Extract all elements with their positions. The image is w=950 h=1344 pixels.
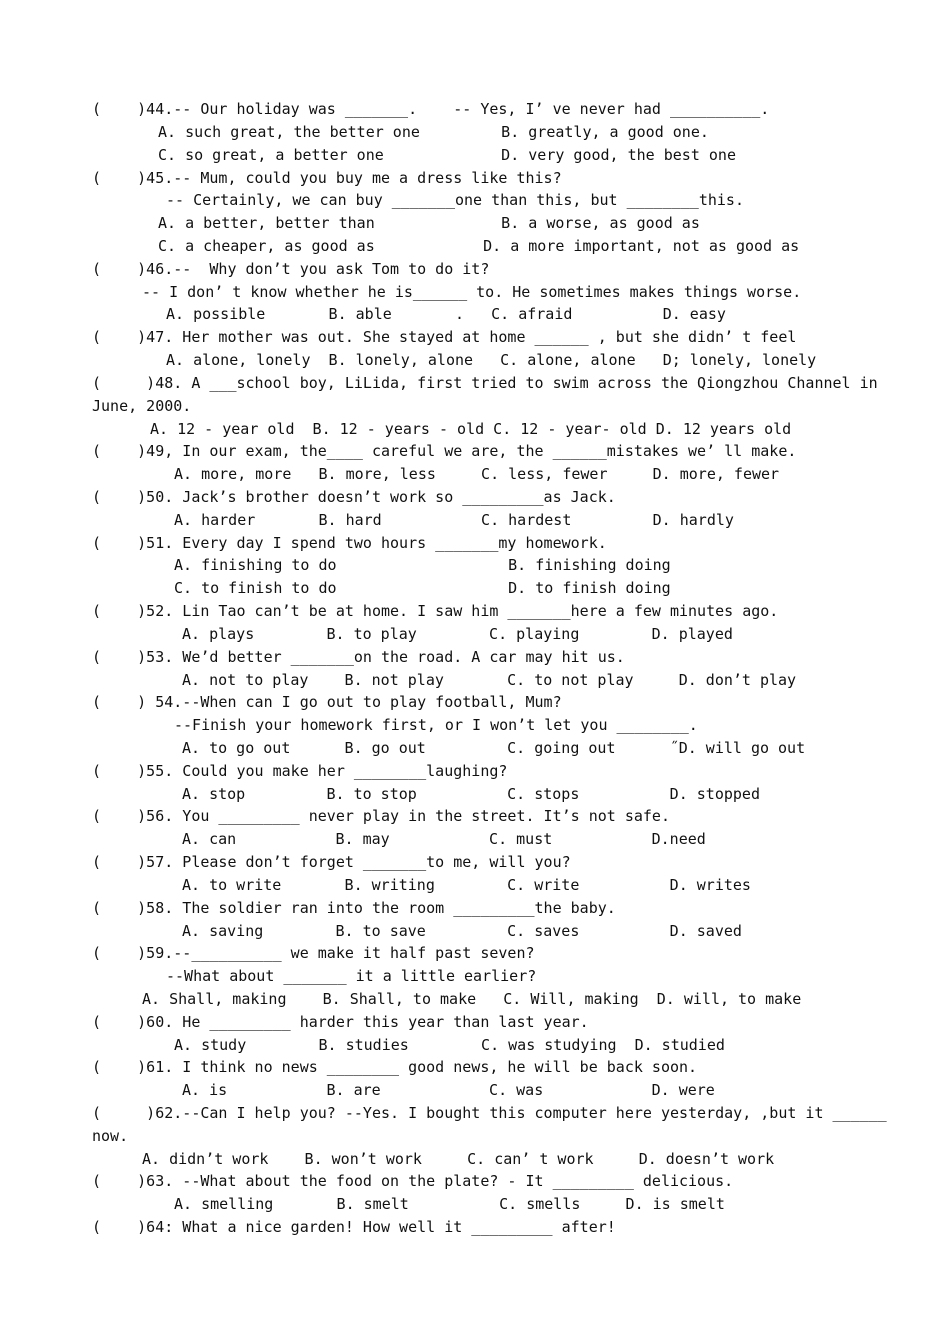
question-61: ( )61. I think no news ________ good news, he will be back soon. [92,1058,698,1076]
question-45: ( )45.-- Mum, could you buy me a dress like this? [92,169,562,187]
options-53: A. not to play B. not play C. to not play D. don’t play [182,671,797,689]
question-45-reply: -- Certainly, we can buy _______one than this, but ________this. [166,191,744,209]
options-54: A. to go out B. go out C. going out ˝D. will go out [182,739,806,757]
question-58: ( )58. The soldier ran into the room _________the baby. [92,899,616,917]
options-47: A. alone, lonely B. lonely, alone C. alone, alone D; lonely, lonely [166,351,817,369]
options-63: A. smelling B. smelt C. smells D. is smelt [174,1195,725,1213]
question-44: ( )44.-- Our holiday was _______. -- Yes, I’ ve never had __________. [92,100,770,118]
question-50: ( )50. Jack’s brother doesn’t work so _________as Jack. [92,488,616,506]
question-59-reply: --What about _______ it a little earlier? [166,967,537,985]
question-62-continued: now. [92,1127,129,1145]
question-56: ( )56. You _________ never play in the street. It’s not safe. [92,807,670,825]
options-49: A. more, more B. more, less C. less, fewer D. more, fewer [174,465,780,483]
options-46: A. possible B. able . C. afraid D. easy [166,305,726,323]
options-45-row2: C. a cheaper, as good as D. a more important, not as good as [158,237,800,255]
options-60: A. study B. studies C. was studying D. studied [174,1036,725,1054]
options-51-row1: A. finishing to do B. finishing doing [174,556,671,574]
question-62: ( )62.--Can I help you? --Yes. I bought this computer here yesterday, ,but it ______ [92,1104,887,1122]
options-48: A. 12 - year old B. 12 - years - old C. 12 - year- old D. 12 years old [150,420,792,438]
options-45-row1: A. a better, better than B. a worse, as good as [158,214,700,232]
question-48-continued: June, 2000. [92,397,192,415]
question-54-reply: --Finish your homework first, or I won’t let you ________. [174,716,698,734]
options-56: A. can B. may C. must D.need [182,830,706,848]
options-55: A. stop B. to stop C. stops D. stopped [182,785,760,803]
options-59: A. Shall, making B. Shall, to make C. Will, making D. will, to make [142,990,802,1008]
options-58: A. saving B. to save C. saves D. saved [182,922,742,940]
question-57: ( )57. Please don’t forget _______to me, will you? [92,853,571,871]
question-59: ( )59.--__________ we make it half past seven? [92,944,535,962]
options-44-row1: A. such great, the better one B. greatly, a good one. [158,123,709,141]
question-47: ( )47. Her mother was out. She stayed at home ______ , but she didn’ t feel [92,328,797,346]
options-51-row2: C. to finish to do D. to finish doing [174,579,671,597]
options-52: A. plays B. to play C. playing D. played [182,625,733,643]
options-61: A. is B. are C. was D. were [182,1081,715,1099]
question-54: ( ) 54.--When can I go out to play football, Mum? [92,693,562,711]
question-51: ( )51. Every day I spend two hours _______my homework. [92,534,607,552]
options-62: A. didn’t work B. won’t work C. can’ t work D. doesn’t work [142,1150,775,1168]
question-52: ( )52. Lin Tao can’t be at home. I saw him _______here a few minutes ago. [92,602,779,620]
question-60: ( )60. He _________ harder this year than last year. [92,1013,589,1031]
question-63: ( )63. --What about the food on the plate? - It _________ delicious. [92,1172,734,1190]
question-53: ( )53. We’d better _______on the road. A car may hit us. [92,648,625,666]
question-64: ( )64: What a nice garden! How well it _________ after! [92,1218,616,1236]
options-50: A. harder B. hard C. hardest D. hardly [174,511,734,529]
options-57: A. to write B. writing C. write D. writes [182,876,751,894]
options-44-row2: C. so great, a better one D. very good, the best one [158,146,736,164]
question-46-reply: -- I don’ t know whether he is______ to. He sometimes makes things worse. [142,283,802,301]
question-48: ( )48. A ___school boy, LiLida, first tried to swim across the Qiongzhou Channel in [92,374,878,392]
question-49: ( )49, In our exam, the____ careful we are, the ______mistakes we’ ll make. [92,442,797,460]
question-55: ( )55. Could you make her ________laughing? [92,762,508,780]
question-46: ( )46.-- Why don’t you ask Tom to do it? [92,260,490,278]
